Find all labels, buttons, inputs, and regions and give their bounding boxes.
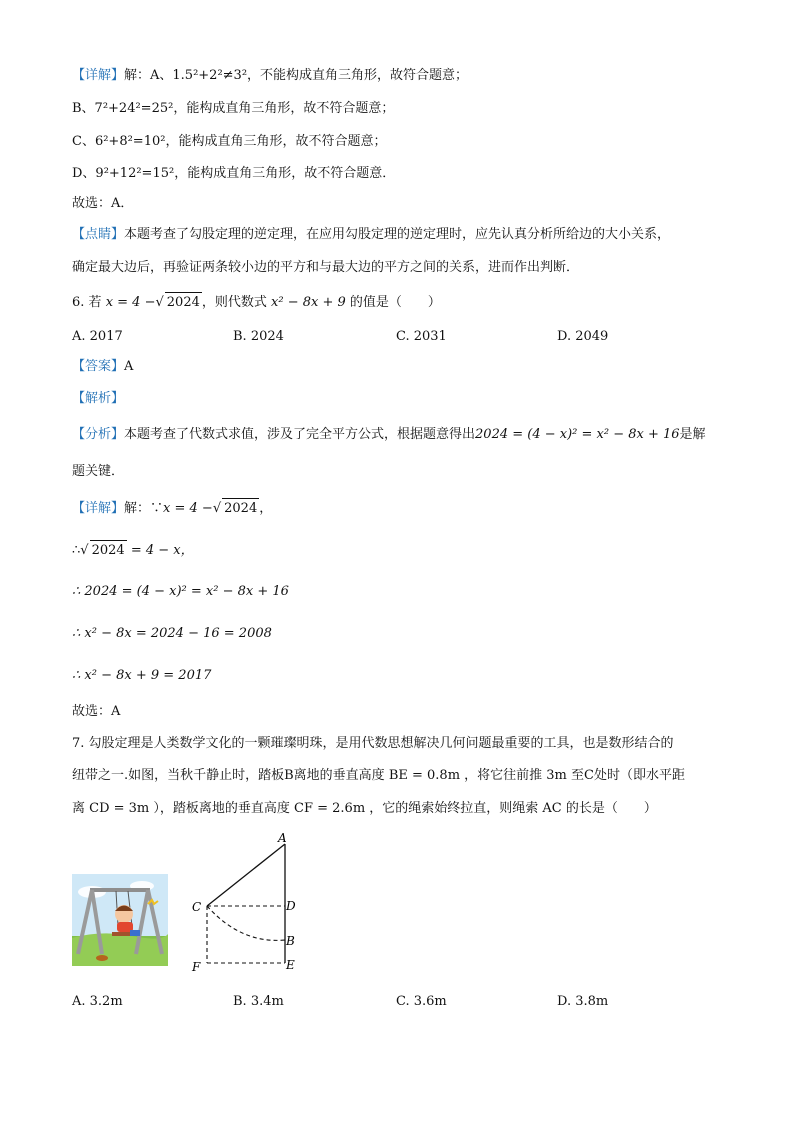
- choose-line: 故选：A．: [72, 196, 134, 211]
- swing-illustration: [72, 874, 168, 966]
- q6-fenxi-line-1: 【分析】本题考查了代数式求值，涉及了完全平方公式，根据题意得出2024 = (4 − x)² = x² − 8x + 16是解: [72, 427, 706, 442]
- q6-option-d: D. 2049: [557, 329, 609, 344]
- q7-stem-3: 离 CD = 3m ），踏板离地的垂直高度 CF = 2.6m ，它的绳索始终拉直，则绳索 AC 的长是（ ）: [72, 801, 657, 816]
- q6-option-a: A. 2017: [72, 329, 123, 344]
- label-c: C: [192, 900, 202, 914]
- q6-stem: 6. 若 x = 4 −√ 2024 ，则代数式 x² − 8x + 9 的值是（ ）: [72, 292, 441, 313]
- comment-line-2: 确定最大边后，再验证两条较小边的平方和与最大边的平方之间的关系，进而作出判断．: [72, 260, 580, 275]
- q6-detail-line-4: ∴ x² − 8x = 2024 − 16 = 2008: [72, 626, 272, 641]
- detail-line-3: C、6²+8²=10²，能构成直角三角形，故不符合题意；: [72, 134, 387, 149]
- label-d: D: [286, 899, 296, 913]
- label-a: A: [278, 831, 287, 845]
- label-f: F: [192, 960, 201, 974]
- label-e: E: [286, 958, 295, 972]
- q6-detail-line-1: 【详解】解：∵x = 4 −√ 2024 ，: [72, 498, 272, 519]
- q7-option-b: B. 3.4m: [233, 994, 284, 1009]
- detail-line-1: 【详解】解：A、1.5²+2²≠3²，不能构成直角三角形，故符合题意；: [72, 68, 469, 83]
- q6-detail-line-3: ∴ 2024 = (4 − x)² = x² − 8x + 16: [72, 584, 289, 599]
- q7-stem-1: 7. 勾股定理是人类数学文化的一颗璀璨明珠，是用代数思想解决几何问题最重要的工具，也是数形结合的: [72, 736, 674, 751]
- geometry-figure: [186, 826, 306, 976]
- q6-detail-line-2: ∴√ 2024 = 4 − x，: [72, 540, 194, 561]
- q6-analysis-tag: 【解析】: [72, 391, 125, 406]
- q7-option-d: D. 3.8m: [557, 994, 609, 1009]
- detail-tag: 【详解】: [72, 68, 125, 83]
- detail-line-4: D、9²+12²=15²，能构成直角三角形，故不符合题意．: [72, 166, 396, 181]
- q6-answer: 【答案】A: [72, 359, 134, 374]
- comment-line-1: 【点睛】本题考查了勾股定理的逆定理，在应用勾股定理的逆定理时，应先认真分析所给边的大小关系，: [72, 227, 671, 242]
- q6-detail-line-5: ∴ x² − 8x + 9 = 2017: [72, 668, 212, 683]
- q7-option-c: C. 3.6m: [396, 994, 447, 1009]
- comment-tag: 【点睛】: [72, 227, 125, 242]
- q6-option-c: C. 2031: [396, 329, 447, 344]
- q7-option-a: A. 3.2m: [72, 994, 123, 1009]
- q6-choose: 故选：A: [72, 704, 121, 719]
- q6-fenxi-line-2: 题关键．: [72, 464, 125, 479]
- detail-line-2: B、7²+24²=25²，能构成直角三角形，故不符合题意；: [72, 101, 395, 116]
- label-b: B: [286, 934, 295, 948]
- q7-stem-2: 纽带之一.如图，当秋千静止时，踏板B离地的垂直高度 BE = 0.8m ，将它往前推 3m 至C处时（即水平距: [72, 768, 685, 783]
- q6-option-b: B. 2024: [233, 329, 284, 344]
